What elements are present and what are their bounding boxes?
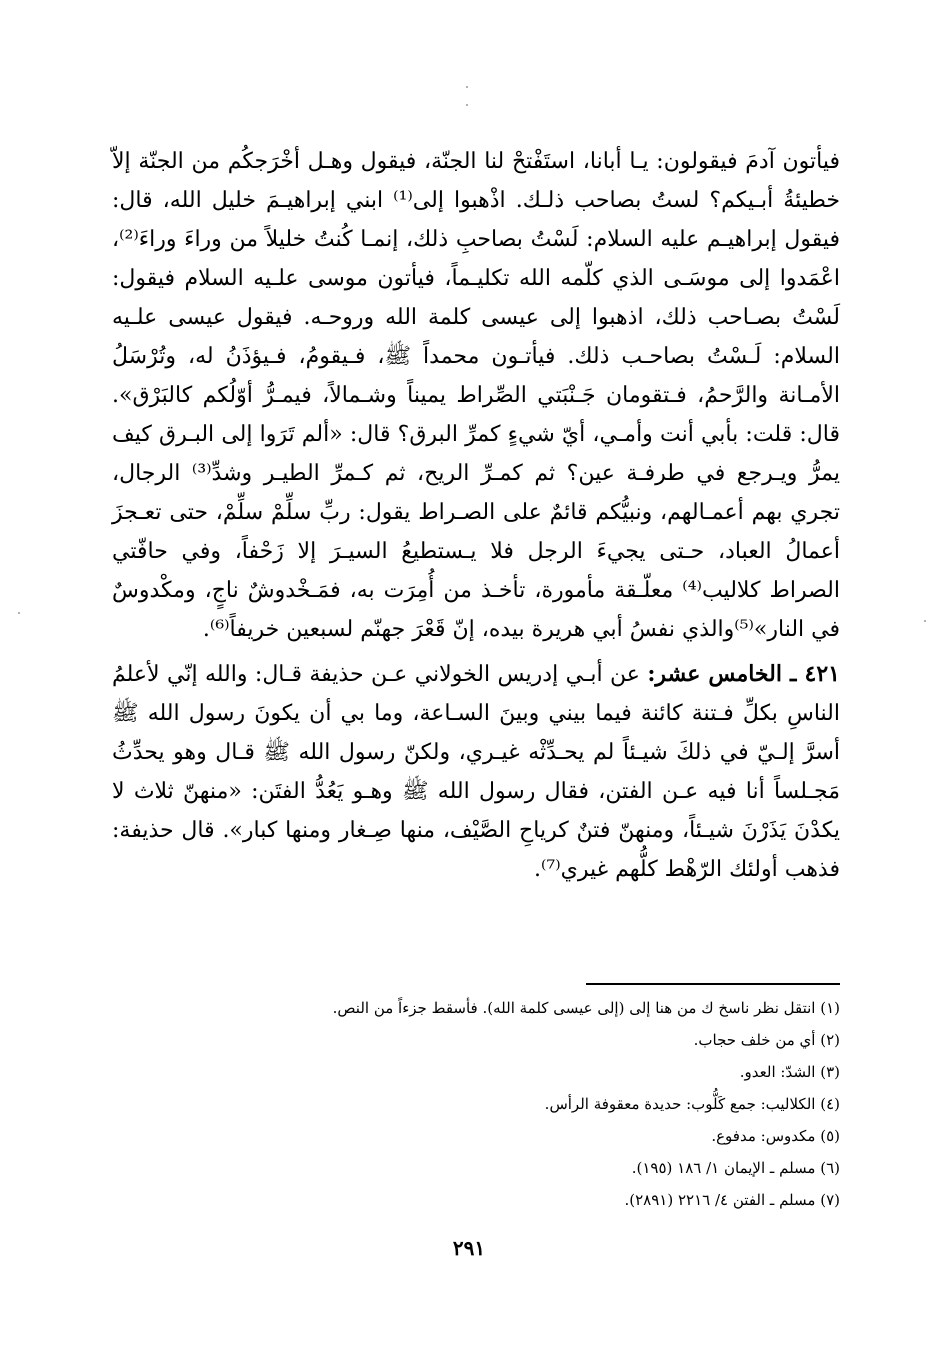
- footnote-7: (٧) مسلم ـ الفتن ٤/ ٢٢١٦ (٢٨٩١).: [624, 1191, 840, 1209]
- footnote-2: (٢) أي من خلف حجاب.: [693, 1031, 840, 1049]
- scan-speck: [924, 620, 926, 622]
- paragraph-hadith-421: [112, 655, 840, 889]
- footnotes: [112, 992, 840, 1216]
- scan-speck: [466, 86, 468, 88]
- scan-speck: [466, 104, 468, 106]
- footnote-5: (٥) مكدوس: مدفوع.: [711, 1127, 840, 1145]
- footnote-3: (٣) الشدّ: العدو.: [739, 1063, 840, 1081]
- paragraph-text: عن أبـي إدريس الخولاني عـن حذيفة قـال: والله إنّي لأعلمُ الناسِ بكلِّ فـتنة كائنة فيما بيني وبينَ السـاعة، وما بي أن يكونَ رسول الله ﷺ أسرَّ إلـيّ في ذلكَ شيـئاً لم يحـدِّثْه غيـري، ولكنّ رسول الله ﷺ قـال وهو يحدِّثُ مَجـلساً أنا فيه عـن الفتن، فقال رسول الله ﷺ وهـو يَعُدُّ الفتَن: «منهنّ ثلاث لا يكدْنَ يَذَرْنَ شيـئاً، ومنهنّ فتنٌ كرياحِ الصَّيْف، منها صِـغار ومنها كبار». قال حذيفة: فذهب أولئك الرّهْط كلُّهم غيري⁽⁷⁾.: [112, 662, 840, 882]
- scan-speck: [18, 612, 20, 614]
- page-number: ٢٩١: [452, 1236, 486, 1260]
- main-text: [112, 142, 840, 889]
- footnote-4: (٤) الكلاليب: جمع كَلُّوب: حديدة معقوفة الرأس.: [544, 1095, 840, 1113]
- hadith-number: ٤٢١ ـ الخامس عشر:: [647, 661, 840, 687]
- paragraph-hadith-continuation: [112, 142, 840, 649]
- paragraph-text: فيأتون آدمَ فيقولون: يـا أبانا، استَفْتحْ لنا الجنّة، فيقول وهـل أخْرَجكُم من الجنّة إلاّ خطيئةُ أبـيكم؟ لستُ بصاحب ذلـك. اذْهبوا إلى⁽¹⁾ ابني إبراهيـمَ خليل الله، قال: فيقول إبراهيـم عليه السلام: لَسْتُ بصاحبِ ذلك، إنمـا كُنتُ خليلاً من وراءَ وراءَ⁽²⁾، اعْمَدوا إلى موسَـى الذي كلّمه الله تكليـماً، فيأتون موسى علـيه السلام فيقول: لَسْتُ بصـاحب ذلك، اذهبوا إلى عيسى كلمة الله وروحـه. فيقول عيسى علـيه السلام: لَـسْتُ بصاحـب ذلك. فيأتـون محمداً ﷺ، فـيقومُ، فـيؤذَنُ له، وتُرْسَلُ الأمـانة والرَّحمُ، فـتقومان جَـنْبَتي الصِّراط يميناً وشـمالاً، فيمـرُّ أوّلُكم كالبَرْق». قال: قلت: بأبي أنت وأمـي، أيّ شيءٍ كمرِّ البرق؟ قال: «ألم تَرَوا إلى البـرق كيف يمرُّ ويـرجع في طرفـة عين؟ ثم كمـرِّ الريح، ثم كـمرِّ الطيـر وشدِّ⁽³⁾ الرجال، تجري بهم أعمـالهم، ونبيُّكم قائمٌ على الصـراط يقول: ربِّ سلِّمْ سلِّمْ، حتى تعـجزَ أعمالُ العباد، حـتى يجيءَ الرجل فلا يـستطيعُ السيـرَ إلا زَحْفاً، وفي حافّتي الصراط كلاليب⁽⁴⁾ معلّـقة مأمورة، تأخـذ من أُمِرَت به، فمَـخْدوشٌ ناجٍ، ومكْدوسٌ في النار»⁽⁵⁾والذي نفسُ أبي هريرة بيده، إنّ قَعْرَ جهنّم لسبعين خريفاً⁽⁶⁾.: [112, 149, 841, 642]
- footnote-1: (١) انتقل نظر ناسخ ك من هنا إلى (إلى عيسى كلمة الله). فأسقط جزءاً من النص.: [332, 999, 840, 1017]
- footnote-6: (٦) مسلم ـ الإيمان ١/ ١٨٦ (١٩٥).: [631, 1159, 840, 1177]
- footnote-divider: [586, 983, 840, 985]
